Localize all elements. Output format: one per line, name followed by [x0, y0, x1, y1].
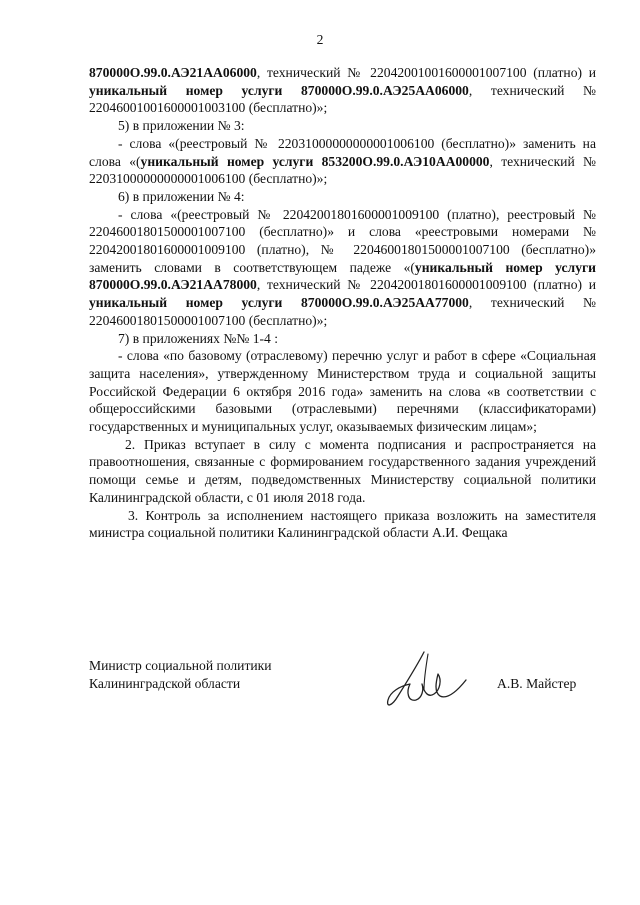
- text-run: 6) в приложении № 4:: [118, 188, 245, 204]
- handwritten-signature: [378, 650, 470, 712]
- bold-text-run: уникальный номер услуги 870000О.99.0.АЭ25АА06000: [89, 82, 469, 98]
- document-body: [89, 64, 596, 542]
- page-number: 2: [316, 32, 324, 47]
- text-run: - слова «(реестровый № 22042001801600001009100 (платно), реестровый № 22046001801500001007100 (бесплатно)» и слова «реестровыми номерами № 22042001801600001009100 (платно), № 22046001801500001007100 (бесплатно)» заменить словами в соответствующем падеже «(: [89, 206, 596, 275]
- paragraph: [89, 347, 596, 436]
- text-run: , технический № 22042001801600001009100 (платно) и: [256, 277, 596, 293]
- signatory-position-line2: Калининградской области: [89, 675, 241, 691]
- text-run: , технический № 22042001001600001007100 (платно) и: [256, 65, 596, 80]
- paragraph: [89, 206, 596, 330]
- text-run: , технический № 22046001001600001003100 (бесплатно)»;: [89, 82, 596, 116]
- paragraph: [89, 117, 596, 135]
- text-run: - слова «(реестровый № 22031000000000001006100 (бесплатно)» заменить на слова «(: [89, 135, 596, 169]
- text-run: , технический № 22031000000000001006100 (бесплатно)»;: [89, 153, 597, 187]
- bold-text-run: 870000О.99.0.АЭ21АА06000: [89, 65, 257, 80]
- text-run: - слова «по базовому (отраслевому) перечню услуг и работ в сфере «Социальная защита населения», утвержденному Министерством труда и социальной защиты Российской Федерации 6 октября 2016 года» заменить на слова «в соответствии с общероссийскими базовыми (отраслевыми) перечнями (классификаторами) государственных и муниципальных услуг, оказываемых физическим лицам»;: [89, 348, 596, 435]
- paragraph: [89, 135, 596, 188]
- paragraph: [89, 436, 596, 507]
- text-run: 3. Контроль за исполнением настоящего приказа возложить на заместителя министра социальной политики Калининградской области А.И. Фещака: [89, 507, 596, 541]
- text-run: 5) в приложении № 3:: [118, 118, 245, 134]
- text-run: 2. Приказ вступает в силу с момента подписания и распространяется на правоотношения, связанные с формированием государственного задания учреждений помощи семье и детям, подведомственных Министерству социальной политики Калининградской области, с 01 июля 2018 года.: [89, 436, 596, 505]
- paragraph: [89, 330, 596, 348]
- bold-text-run: уникальный номер услуги 870000О.99.0.АЭ21АА78000: [89, 259, 596, 293]
- bold-text-run: уникальный номер услуги 870000О.99.0.АЭ25АА77000: [89, 295, 469, 311]
- paragraph: [89, 188, 596, 206]
- text-run: , технический № 22046001801500001007100 (бесплатно)»;: [89, 295, 596, 328]
- signatory-position-line1: Министр социальной политики: [89, 658, 272, 673]
- text-run: 7) в приложениях №№ 1-4 :: [118, 330, 279, 346]
- signatory-name: А.В. Майстер: [497, 676, 577, 691]
- bold-text-run: уникальный номер услуги 853200О.99.0.АЭ10АА00000: [140, 153, 490, 169]
- paragraph: [89, 64, 596, 117]
- paragraph: [89, 507, 596, 542]
- signatory-position: [89, 657, 272, 692]
